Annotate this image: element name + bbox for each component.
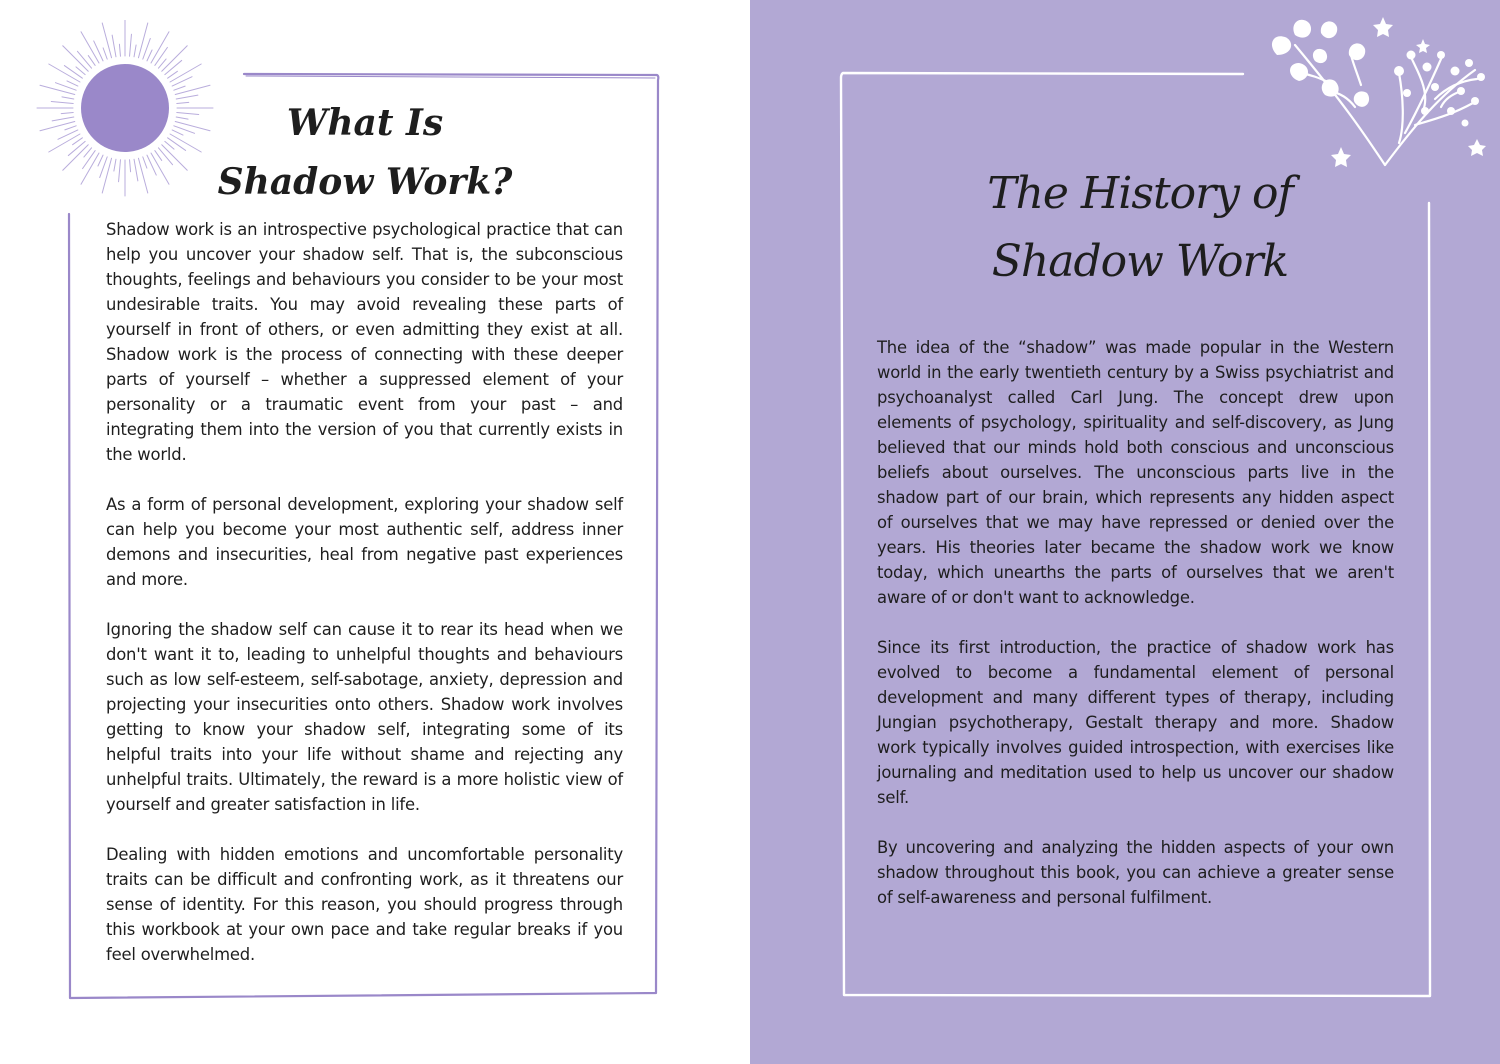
paragraph: Shadow work is an introspective psychological practice that can help you uncover your shadow self. That is, the subconscious thoughts, feelings and behaviours you consider to be your most undesirable traits. You may avoid revealing these parts of yourself in front of others, or even admitting they exist at all. Shadow work is the process of connecting with these deeper parts of yourself – whether a suppressed element of your personality or a traumatic event from your past – and integrating them into the version of you that currently exists in the world. <box>106 220 623 464</box>
sun-ray <box>130 34 132 56</box>
page-title <box>200 94 530 212</box>
sun-burst-icon <box>35 20 215 200</box>
sun-ray <box>68 141 85 155</box>
paragraph: Dealing with hidden emotions and uncomfortable personality traits can be difficult and confronting work, as it threatens our sense of identity. For this reason, you should progress through this workbook at your own pace and take regular breaks if you feel overwhelmed. <box>106 845 623 964</box>
sun-ray <box>155 47 168 65</box>
paragraph: As a form of personal development, exploring your shadow self can help you become your most authentic self, address inner demons and insecurities, heal from negative past experiences and more. <box>106 495 623 589</box>
sun-ray <box>165 141 174 149</box>
sun-ray <box>40 121 75 130</box>
sun-ray <box>158 59 166 68</box>
sun-ray <box>40 85 75 94</box>
sun-ray <box>94 41 103 61</box>
sun-ray <box>172 77 192 86</box>
sun-ray <box>102 23 111 58</box>
sun-ray <box>84 148 92 157</box>
sun-ray <box>73 138 83 145</box>
title-line-2: Shadow Work <box>991 236 1289 287</box>
sun-ray <box>114 159 116 171</box>
sun-ray <box>176 117 188 119</box>
sun-ray <box>147 155 156 175</box>
sun-ray <box>155 151 162 161</box>
sun-ray <box>76 67 85 75</box>
sun-ray <box>61 113 73 114</box>
sun-ray <box>52 117 74 121</box>
sun-ray <box>67 81 78 86</box>
paragraph: By uncovering and analyzing the hidden aspects of your own shadow throughout this book, you can achieve a greater sense of self-awareness and personal fulfilment. <box>877 838 1394 907</box>
sun-ray <box>103 48 107 59</box>
sun-ray <box>143 157 147 168</box>
paragraph: Ignoring the shadow self can cause it to rear its head when we don't want it to, leading to unhelpful thoughts and behaviours such as low self-esteem, self-sabotage, anxiety, depression and projecting your insecurities onto others. Shadow work involves getting to know your shadow self, integrating some of its helpful traits into your life without shame and rejecting any unhelpful traits. Ultimately, the reward is a more holistic view of yourself and greater satisfaction in life. <box>106 620 623 814</box>
sun-ray <box>165 60 182 74</box>
sun-ray <box>134 159 138 181</box>
sun-ray <box>98 155 103 166</box>
title-line-1: The History of <box>987 168 1293 219</box>
sun-ray <box>177 102 189 103</box>
sun-ray <box>138 23 147 58</box>
sun-ray <box>158 148 172 165</box>
sun-ray <box>138 158 147 193</box>
sun-ray <box>176 95 198 99</box>
sun-ray <box>119 44 120 56</box>
sun-ray <box>102 158 111 193</box>
sun-ray <box>147 50 152 61</box>
sun-ray <box>58 130 78 139</box>
sun-ray <box>51 102 73 104</box>
sun-ray <box>112 35 116 57</box>
sun-ray <box>64 66 82 79</box>
sun-ray <box>168 138 186 151</box>
sun-ray <box>177 113 199 115</box>
paragraph: The idea of the “shadow” was made popular in the Western world in the early twentieth century by a Swiss psychiatrist and psychoanalyst called Carl Jung. The concept drew upon elements of psychology, spirituality and self-discovery, as Jung believed that our minds hold both conscious and unconscious beliefs about ourselves. The unconscious parts live in the shadow part of our brain, which represents any hidden aspect of ourselves that we may have repressed or denied over the years. His theories later became the shadow work we know today, which unearths the parts of ourselves that we aren't aware of or don't want to acknowledge. <box>877 338 1394 607</box>
paragraph: Since its first introduction, the practice of shadow work has evolved to become a fundamental element of personal development and many different types of therapy, including Jungian psychotherapy, Gestalt therapy and more. Shadow work typically involves guided introspection, with exercises like journaling and meditation used to help us uncover our shadow self. <box>877 638 1394 807</box>
sun-ray <box>172 130 183 135</box>
title-line-2: Shadow Work? <box>217 161 513 203</box>
sun-ray <box>62 97 74 99</box>
sun-ray <box>168 71 178 78</box>
title-line-1: What Is <box>286 102 444 144</box>
sun-ray <box>174 86 185 90</box>
sun-ray <box>88 56 95 66</box>
sun-ray <box>77 51 91 68</box>
sun-ray <box>134 45 136 57</box>
sun-ray <box>119 160 121 182</box>
sun-ray <box>130 160 131 172</box>
sun-ray <box>65 126 76 130</box>
right-page <box>750 0 1500 1064</box>
sun-ray <box>83 151 96 169</box>
left-body-text <box>106 217 623 992</box>
right-body-text <box>877 335 1394 935</box>
page-title-script <box>970 160 1310 296</box>
